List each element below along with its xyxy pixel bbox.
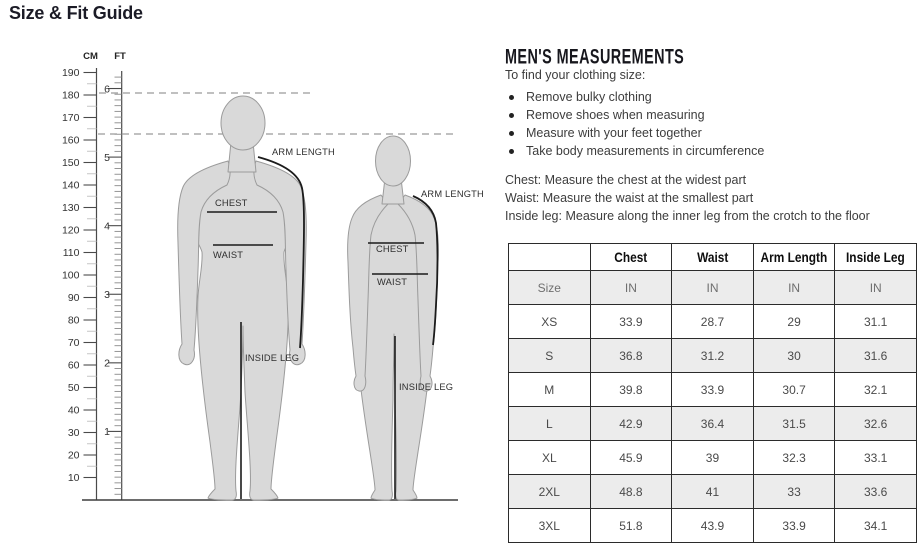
female-inside-leg-label: INSIDE LEG: [399, 382, 454, 392]
value-cell: 32.1: [835, 373, 917, 407]
measurement-note: Inside leg: Measure along the inner leg from the crotch to the floor: [505, 209, 870, 223]
unit-cell: IN: [590, 271, 672, 305]
bullet-text: Remove shoes when measuring: [526, 108, 705, 122]
ft-tick-label: 4: [104, 220, 110, 233]
female-head: [376, 136, 411, 186]
value-cell: 45.9: [590, 441, 672, 475]
value-cell: 33.9: [672, 373, 754, 407]
measurement-note: Chest: Measure the chest at the widest part: [505, 173, 747, 187]
bullet-text: Take body measurements in circumference: [526, 144, 765, 158]
instruction-bullet: [505, 124, 921, 142]
size-row-xl: [509, 441, 917, 475]
cm-tick-label: 30: [67, 427, 80, 439]
unit-cell: Size: [509, 271, 591, 305]
value-cell: 41: [672, 475, 754, 509]
cm-tick-label: 110: [62, 247, 80, 259]
unit-cell: IN: [672, 271, 754, 305]
value-cell: 48.8: [590, 475, 672, 509]
table-header-row: [509, 244, 917, 271]
ft-tick-label: 1: [104, 426, 110, 439]
male-inside-leg-label: INSIDE LEG: [245, 353, 300, 363]
value-cell: 31.2: [672, 339, 754, 373]
cm-tick-label: 90: [67, 292, 80, 304]
size-table-container: [508, 243, 917, 543]
header-cell: [672, 244, 754, 271]
value-cell: 42.9: [590, 407, 672, 441]
value-cell: 51.8: [590, 509, 672, 543]
size-cell: S: [509, 339, 591, 373]
size-cell: 2XL: [509, 475, 591, 509]
bullet-text: Remove bulky clothing: [526, 90, 652, 104]
intro-text: To find your clothing size:: [505, 68, 646, 82]
cm-tick-label: 150: [61, 157, 80, 169]
size-cell: 3XL: [509, 509, 591, 543]
female-chest-label: CHEST: [376, 244, 409, 254]
instruction-bullet: [505, 88, 921, 106]
header-cell: [509, 244, 591, 271]
size-row-m: [509, 373, 917, 407]
ft-tick-label: 3: [104, 289, 110, 302]
value-cell: 30.7: [753, 373, 835, 407]
ft-ruler-ticks: [104, 77, 122, 494]
value-cell: 33.1: [835, 441, 917, 475]
bullet-dot-icon: [509, 95, 514, 100]
cm-tick-label: 60: [67, 359, 80, 372]
header-cell: [835, 244, 917, 271]
value-cell: 31.6: [835, 339, 917, 373]
cm-tick-label: 120: [61, 224, 80, 237]
cm-tick-label: 80: [67, 314, 80, 327]
header-cell: [753, 244, 835, 271]
measurement-note: Waist: Measure the waist at the smallest part: [505, 191, 754, 205]
ft-tick-label: 6: [104, 83, 110, 96]
size-cell: XL: [509, 441, 591, 475]
female-waist-label: WAIST: [377, 277, 408, 287]
value-cell: 30: [753, 339, 835, 373]
section-heading: [505, 42, 921, 69]
header-cell-text: Chest: [614, 249, 648, 265]
value-cell: 33.9: [753, 509, 835, 543]
instruction-bullet-list: [505, 88, 921, 160]
male-chest-label: CHEST: [215, 198, 248, 208]
cm-unit-label: CM: [83, 51, 98, 62]
cm-tick-label: 40: [67, 404, 80, 417]
instruction-bullet: [505, 106, 921, 124]
value-cell: 31.1: [835, 305, 917, 339]
cm-ruler-ticks: [62, 67, 97, 484]
female-arm-length-label: ARM LENGTH: [421, 189, 484, 199]
value-cell: 36.8: [590, 339, 672, 373]
header-cell-text: Waist: [696, 249, 729, 265]
cm-tick-label: 70: [67, 337, 80, 349]
unit-cell: IN: [753, 271, 835, 305]
section-heading-text: MEN'S MEASUREMENTS: [505, 44, 685, 69]
cm-tick-label: 50: [67, 382, 80, 394]
page-title: Size & Fit Guide: [9, 3, 143, 23]
value-cell: 33.6: [835, 475, 917, 509]
value-cell: 43.9: [672, 509, 754, 543]
cm-tick-label: 160: [61, 134, 80, 147]
cm-tick-label: 170: [61, 112, 80, 124]
size-row-xs: [509, 305, 917, 339]
cm-tick-label: 140: [61, 179, 80, 192]
cm-tick-label: 190: [61, 67, 80, 79]
value-cell: 36.4: [672, 407, 754, 441]
mens-measurements-section: [505, 42, 921, 227]
cm-tick-label: 100: [61, 269, 80, 282]
bullet-dot-icon: [509, 113, 514, 118]
male-head: [221, 96, 265, 150]
cm-tick-label: 20: [67, 449, 80, 462]
size-row-l: [509, 407, 917, 441]
female-figure: [348, 136, 484, 500]
bullet-dot-icon: [509, 149, 514, 154]
ft-tick-label: 5: [104, 151, 110, 164]
value-cell: 39.8: [590, 373, 672, 407]
instruction-bullet: [505, 142, 921, 160]
cm-tick-label: 130: [61, 202, 80, 214]
bullet-dot-icon: [509, 131, 514, 136]
value-cell: 29: [753, 305, 835, 339]
cm-tick-label: 10: [67, 472, 80, 484]
male-figure: [178, 96, 335, 500]
size-table: [508, 243, 917, 543]
header-cell-text: Arm Length: [760, 249, 828, 265]
male-waist-label: WAIST: [213, 250, 244, 260]
male-arm-length-label: ARM LENGTH: [272, 147, 335, 157]
size-cell: XS: [509, 305, 591, 339]
unit-cell: IN: [835, 271, 917, 305]
header-cell-text: Inside Leg: [846, 249, 906, 265]
measurement-notes: [505, 173, 921, 227]
value-cell: 28.7: [672, 305, 754, 339]
size-row-3xl: [509, 509, 917, 543]
bullet-text: Measure with your feet together: [526, 126, 702, 140]
size-cell: M: [509, 373, 591, 407]
value-cell: 33: [753, 475, 835, 509]
value-cell: 32.6: [835, 407, 917, 441]
unit-row: [509, 271, 917, 305]
value-cell: 32.3: [753, 441, 835, 475]
size-cell: L: [509, 407, 591, 441]
size-row-2xl: [509, 475, 917, 509]
value-cell: 33.9: [590, 305, 672, 339]
ft-unit-label: FT: [114, 51, 126, 62]
cm-tick-label: 180: [61, 89, 80, 102]
header-cell: [590, 244, 672, 271]
ft-tick-label: 2: [104, 357, 110, 370]
value-cell: 31.5: [753, 407, 835, 441]
value-cell: 34.1: [835, 509, 917, 543]
size-row-s: [509, 339, 917, 373]
value-cell: 39: [672, 441, 754, 475]
